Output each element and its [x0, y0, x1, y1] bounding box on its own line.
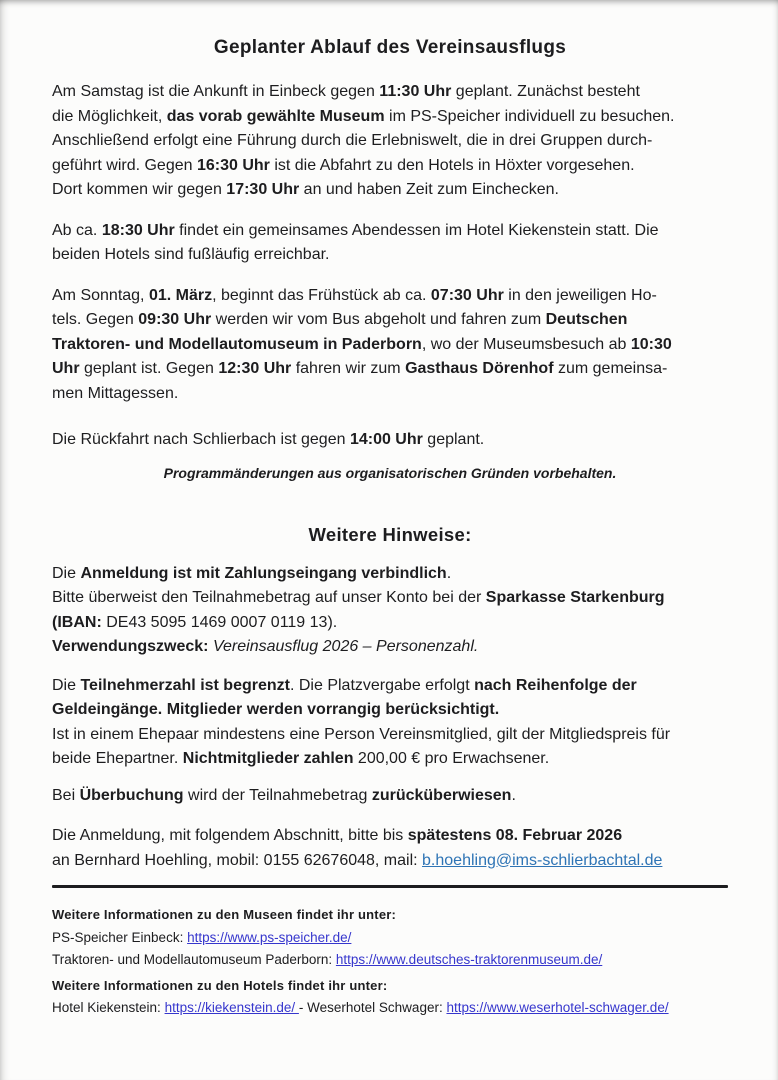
paragraph-dinner — [52, 219, 728, 268]
text-line — [52, 284, 728, 309]
text-line — [52, 849, 728, 874]
text-run: tels. Gegen — [52, 311, 139, 328]
text-run: im PS-Speicher individuell zu besuchen. — [384, 107, 675, 125]
text-run: Die Anmeldung, mit folgendem Abschnitt, bitte bis — [52, 827, 408, 844]
text-run: fahren wir zum — [291, 360, 406, 377]
text-line — [52, 698, 728, 723]
text-run: Sparkasse Starkenburg — [485, 589, 665, 606]
text-run: beiden Hotels sind fußläufig erreichbar. — [52, 246, 330, 263]
text-run: Vereinsausflug 2026 – Personenzahl. — [208, 638, 479, 655]
text-line — [52, 80, 728, 105]
footer-hotels-line — [52, 997, 728, 1019]
text-run: 18:30 Uhr — [101, 221, 175, 239]
program-change-notice: Programmänderungen aus organisatorischen Gründen vorbehalten. — [163, 464, 617, 481]
text-run: Überbuchung — [79, 786, 184, 804]
text-run: 11:30 Uhr — [379, 83, 452, 100]
text-line — [52, 635, 728, 660]
text-run: Am Sonntag, — [52, 286, 149, 304]
text-line — [52, 586, 728, 611]
text-line — [52, 308, 728, 333]
text-run: in den jeweiligen Ho- — [503, 286, 657, 304]
text-run: die Möglichkeit, — [52, 107, 167, 125]
paragraph-sunday — [52, 284, 728, 407]
page-title: Geplanter Ablauf des Vereinsausflugs — [213, 37, 567, 58]
text-run: 07:30 Uhr — [430, 286, 504, 304]
hint-overbooking — [52, 784, 728, 809]
text-line — [52, 674, 728, 699]
text-line — [52, 723, 728, 748]
text-run: Deutschen — [545, 311, 628, 328]
text-run: Die — [52, 564, 81, 582]
text-run: Nichtmitglieder zahlen — [182, 750, 354, 767]
text-run: geplant ist. Gegen — [79, 360, 219, 377]
hotel-weserhotel-link[interactable]: https://www.weserhotel-schwager.de/ — [446, 1000, 669, 1015]
paragraph-arrival-saturday — [52, 80, 728, 203]
text-run: Gasthaus Dörenhof — [405, 360, 554, 377]
museum-ps-speicher-link[interactable]: https://www.ps-speicher.de/ — [187, 930, 352, 945]
text-line — [52, 333, 728, 358]
text-run: Anmeldung ist mit Zahlungseingang verbindlich — [80, 564, 447, 582]
text-run: wird der Teilnahmebetrag — [183, 786, 372, 804]
text-line — [52, 747, 728, 772]
text-run: spätestens 08. Februar 2026 — [407, 827, 623, 844]
text-run: Traktoren- und Modellautomuseum Paderborn: — [52, 952, 336, 967]
text-line — [52, 382, 728, 407]
text-run: 01. März — [148, 286, 213, 304]
text-run: Die — [52, 676, 81, 694]
text-run: 09:30 Uhr — [138, 311, 212, 328]
text-run: Bitte überweist den Teilnahmebetrag auf unser Konto bei der — [52, 589, 486, 606]
text-run: , wo der Museumsbesuch ab — [421, 335, 631, 353]
text-run: Die Rückfahrt nach Schlierbach ist gegen — [52, 431, 350, 448]
text-run: das vorab gewählte Museum — [166, 107, 385, 125]
text-run: Verwendungszweck: — [52, 638, 209, 655]
text-run: , beginnt das Frühstück ab ca. — [212, 286, 431, 304]
text-line — [52, 243, 728, 268]
section-heading-hints: Weitere Hinweise: — [308, 523, 472, 545]
footer-hotels-heading: Weitere Informationen zu den Hotels findet ihr unter: — [52, 978, 388, 993]
text-line — [52, 428, 728, 453]
text-run: Bei — [52, 786, 80, 804]
footer-museum-line-2 — [52, 949, 728, 971]
paragraph-return — [52, 428, 728, 453]
text-run: zurücküberwiesen — [371, 786, 512, 804]
text-run: ist die Abfahrt zu den Hotels in Höxter vorgesehen. — [269, 156, 635, 174]
footer-museum-line-1 — [52, 927, 728, 949]
hint-participant-limit — [52, 674, 728, 772]
text-run: Hotel Kiekenstein: — [52, 1000, 165, 1015]
text-run: 10:30 — [630, 335, 672, 353]
text-line — [52, 784, 728, 809]
text-run: beide Ehepartner. — [52, 750, 183, 767]
text-run: - Weserhotel Schwager: — [298, 1000, 447, 1015]
text-line — [52, 562, 728, 587]
text-run: (IBAN: — [52, 613, 102, 631]
text-run: Dort kommen wir gegen — [52, 181, 227, 198]
text-run: 17:30 Uhr — [226, 181, 300, 198]
text-run: werden wir vom Bus abgeholt und fahren zum — [211, 311, 546, 328]
text-run: Ab ca. — [52, 221, 102, 239]
text-line — [52, 105, 728, 130]
hint-registration-deadline — [52, 824, 728, 873]
text-run: 14:00 Uhr — [349, 431, 423, 448]
text-line — [52, 219, 728, 244]
text-run: 12:30 Uhr — [218, 360, 292, 377]
footer-museums-heading: Weitere Informationen zu den Museen findet ihr unter: — [52, 907, 397, 922]
document-content — [52, 0, 728, 1019]
hint-registration-payment — [52, 562, 728, 660]
text-run: nach Reihenfolge der — [474, 676, 637, 694]
text-run: geplant. — [422, 431, 485, 448]
text-run: . — [511, 786, 516, 804]
text-run: Geldeingänge. Mitglieder werden vorrangig berücksichtigt. — [52, 701, 500, 718]
text-line — [52, 129, 728, 154]
text-run: Ist in einem Ehepaar mindestens eine Person Vereinsmitglied, gilt der Mitgliedspreis für — [52, 725, 671, 743]
museum-traktorenmuseum-link[interactable]: https://www.deutsches-traktorenmuseum.de/ — [335, 952, 603, 967]
text-run: zum gemeinsa- — [553, 360, 668, 377]
text-run: DE43 5095 1469 0007 0119 13). — [101, 613, 338, 631]
text-run: Teilnehmerzahl ist begrenzt — [80, 676, 290, 694]
text-run: findet ein gemeinsames Abendessen im Hotel Kiekenstein statt. Die — [174, 221, 659, 239]
text-line — [52, 154, 728, 179]
text-run: Uhr — [52, 360, 80, 377]
text-run: 16:30 Uhr — [196, 156, 270, 174]
hotel-kiekenstein-link[interactable]: https://kiekenstein.de/ — [164, 1000, 299, 1015]
email-link[interactable]: b.hoehling@ims-schlierbachtal.de — [422, 851, 663, 869]
text-line — [52, 824, 728, 849]
text-run: geplant. Zunächst besteht — [451, 83, 640, 100]
text-run: an Bernhard Hoehling, mobil: 0155 62676048, mail: — [52, 851, 423, 869]
text-run: Anschließend erfolgt eine Führung durch die Erlebniswelt, die in drei Gruppen durch- — [52, 132, 653, 149]
text-run: . Die Platzvergabe erfolgt — [289, 676, 475, 694]
text-run: Am Samstag ist die Ankunft in Einbeck gegen — [52, 83, 380, 100]
text-line — [52, 357, 728, 382]
text-run: men Mittagessen. — [52, 384, 179, 402]
horizontal-rule — [52, 885, 728, 888]
text-line — [52, 178, 728, 203]
text-run: Traktoren- und Modellautomuseum in Paderborn — [52, 335, 422, 353]
text-line — [52, 611, 728, 636]
text-run: 200,00 € pro Erwachsener. — [353, 750, 550, 767]
text-run: PS-Speicher Einbeck: — [52, 930, 188, 945]
text-run: . — [446, 564, 452, 582]
text-run: an und haben Zeit zum Einchecken. — [299, 181, 559, 198]
text-run: geführt wird. Gegen — [52, 156, 197, 174]
